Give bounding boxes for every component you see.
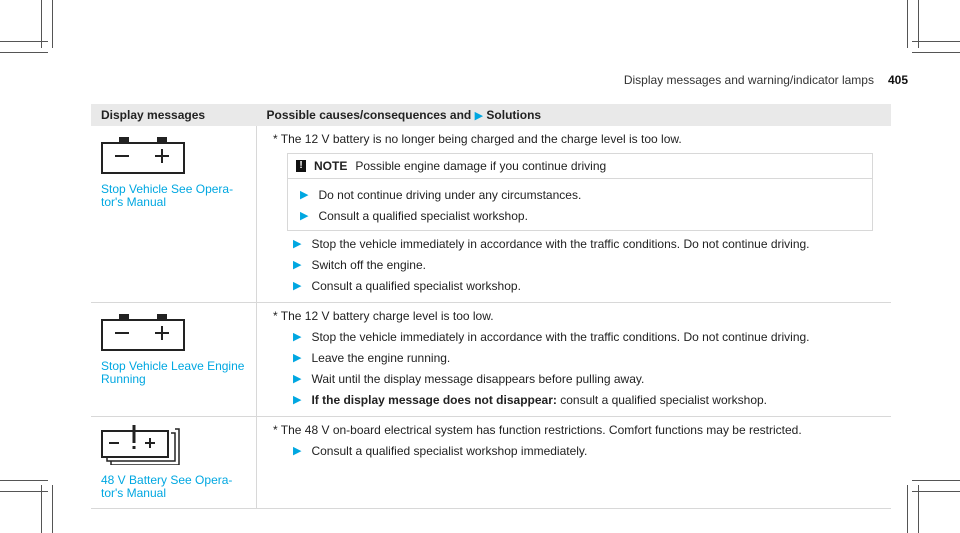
note-header: [288, 154, 872, 179]
play-arrow-icon: ▶: [293, 445, 302, 457]
play-arrow-icon: ▶: [474, 110, 484, 122]
step-text: Consult a qualified specialist workshop immediately.: [311, 444, 588, 458]
step-text: Consult a qualified specialist workshop.: [311, 279, 521, 293]
crop-mark: [0, 491, 48, 492]
table-row: [91, 126, 891, 303]
battery-icon: [101, 134, 185, 174]
message-label-line: Stop Vehicle See Opera-: [101, 182, 234, 196]
page-header: [624, 73, 908, 87]
message-label: [101, 474, 246, 500]
play-arrow-icon: ▶: [293, 331, 302, 343]
list-item: [293, 393, 881, 408]
solution-cell: [257, 126, 892, 303]
crop-mark: [912, 491, 960, 492]
play-arrow-icon: ▶: [300, 210, 309, 222]
message-label: [101, 360, 246, 386]
display-messages-table: [91, 104, 891, 509]
step-text: Do not continue driving under any circumstances.: [318, 188, 582, 202]
play-arrow-icon: ▶: [293, 352, 302, 364]
step-text: Stop the vehicle immediately in accordance with the traffic conditions. Do not continue driving.: [311, 330, 810, 344]
step-action: consult a qualified specialist workshop.: [560, 393, 767, 407]
crop-mark: [907, 0, 908, 48]
cause-text: * The 12 V battery is no longer being charged and the charge level is too low.: [273, 132, 682, 146]
message-label-line: tor's Manual: [101, 195, 166, 209]
list-item: [293, 258, 881, 273]
crop-mark: [907, 485, 908, 533]
table-row: [91, 417, 891, 509]
crop-mark: [0, 41, 48, 42]
message-cell: [91, 126, 257, 303]
play-arrow-icon: ▶: [293, 373, 302, 385]
crop-mark: [918, 485, 919, 533]
step-text: Switch off the engine.: [311, 258, 426, 272]
crop-mark: [912, 52, 960, 53]
crop-mark: [52, 0, 53, 48]
note-text: Possible engine damage if you continue driving: [355, 159, 607, 173]
crop-mark: [918, 0, 919, 48]
step-text: Leave the engine running.: [311, 351, 451, 365]
step-text: [311, 393, 767, 408]
note-body: [288, 179, 872, 230]
message-label: [101, 183, 246, 209]
list-item: [293, 237, 881, 252]
crop-mark: [0, 480, 48, 481]
play-arrow-icon: ▶: [293, 280, 302, 292]
section-title: Display messages and warning/indicator lamps: [623, 73, 874, 87]
message-label-line: Stop Vehicle Leave Engine: [101, 359, 245, 373]
list-item: [293, 372, 881, 387]
step-text: Wait until the display message disappears before pulling away.: [311, 372, 645, 386]
message-label-line: tor's Manual: [101, 486, 166, 500]
crop-mark: [912, 480, 960, 481]
list-item: [293, 351, 881, 366]
col-header-text-solutions: Solutions: [486, 108, 542, 122]
48v-battery-icon: [101, 425, 185, 465]
message-cell: [91, 417, 257, 509]
message-label-line: Running: [101, 372, 146, 386]
cause-text: * The 12 V battery charge level is too low.: [273, 309, 494, 323]
list-item: [300, 188, 872, 203]
battery-icon: [101, 311, 185, 351]
page-number: 405: [887, 73, 908, 87]
step-condition: If the display message does not disappear:: [311, 393, 557, 407]
note-box: [287, 153, 873, 231]
crop-mark: [41, 485, 42, 533]
play-arrow-icon: ▶: [293, 394, 302, 406]
table-row: [91, 303, 891, 417]
list-item: [293, 330, 881, 345]
play-arrow-icon: ▶: [293, 259, 302, 271]
step-text: Stop the vehicle immediately in accordance with the traffic conditions. Do not continue driving.: [311, 237, 810, 251]
crop-mark: [0, 52, 48, 53]
message-label-line: 48 V Battery See Opera-: [101, 473, 233, 487]
list-item: [300, 209, 872, 224]
solution-cell: [257, 303, 892, 417]
crop-mark: [912, 41, 960, 42]
crop-mark: [52, 485, 53, 533]
cause-text: * The 48 V on-board electrical system has function restrictions. Comfort functions may be restricted.: [273, 423, 802, 437]
play-arrow-icon: ▶: [300, 189, 309, 201]
list-item: [293, 444, 881, 459]
play-arrow-icon: ▶: [293, 238, 302, 250]
solution-cell: [257, 417, 892, 509]
col-header-messages: Display messages: [91, 104, 257, 126]
warning-note-icon: !: [296, 160, 306, 172]
table-header-row: [91, 104, 891, 126]
step-text: Consult a qualified specialist workshop.: [318, 209, 528, 223]
note-title: NOTE: [314, 159, 348, 173]
col-header-solutions: [257, 104, 892, 126]
list-item: [293, 279, 881, 294]
message-cell: [91, 303, 257, 417]
col-header-text: Possible causes/consequences and: [266, 108, 472, 122]
